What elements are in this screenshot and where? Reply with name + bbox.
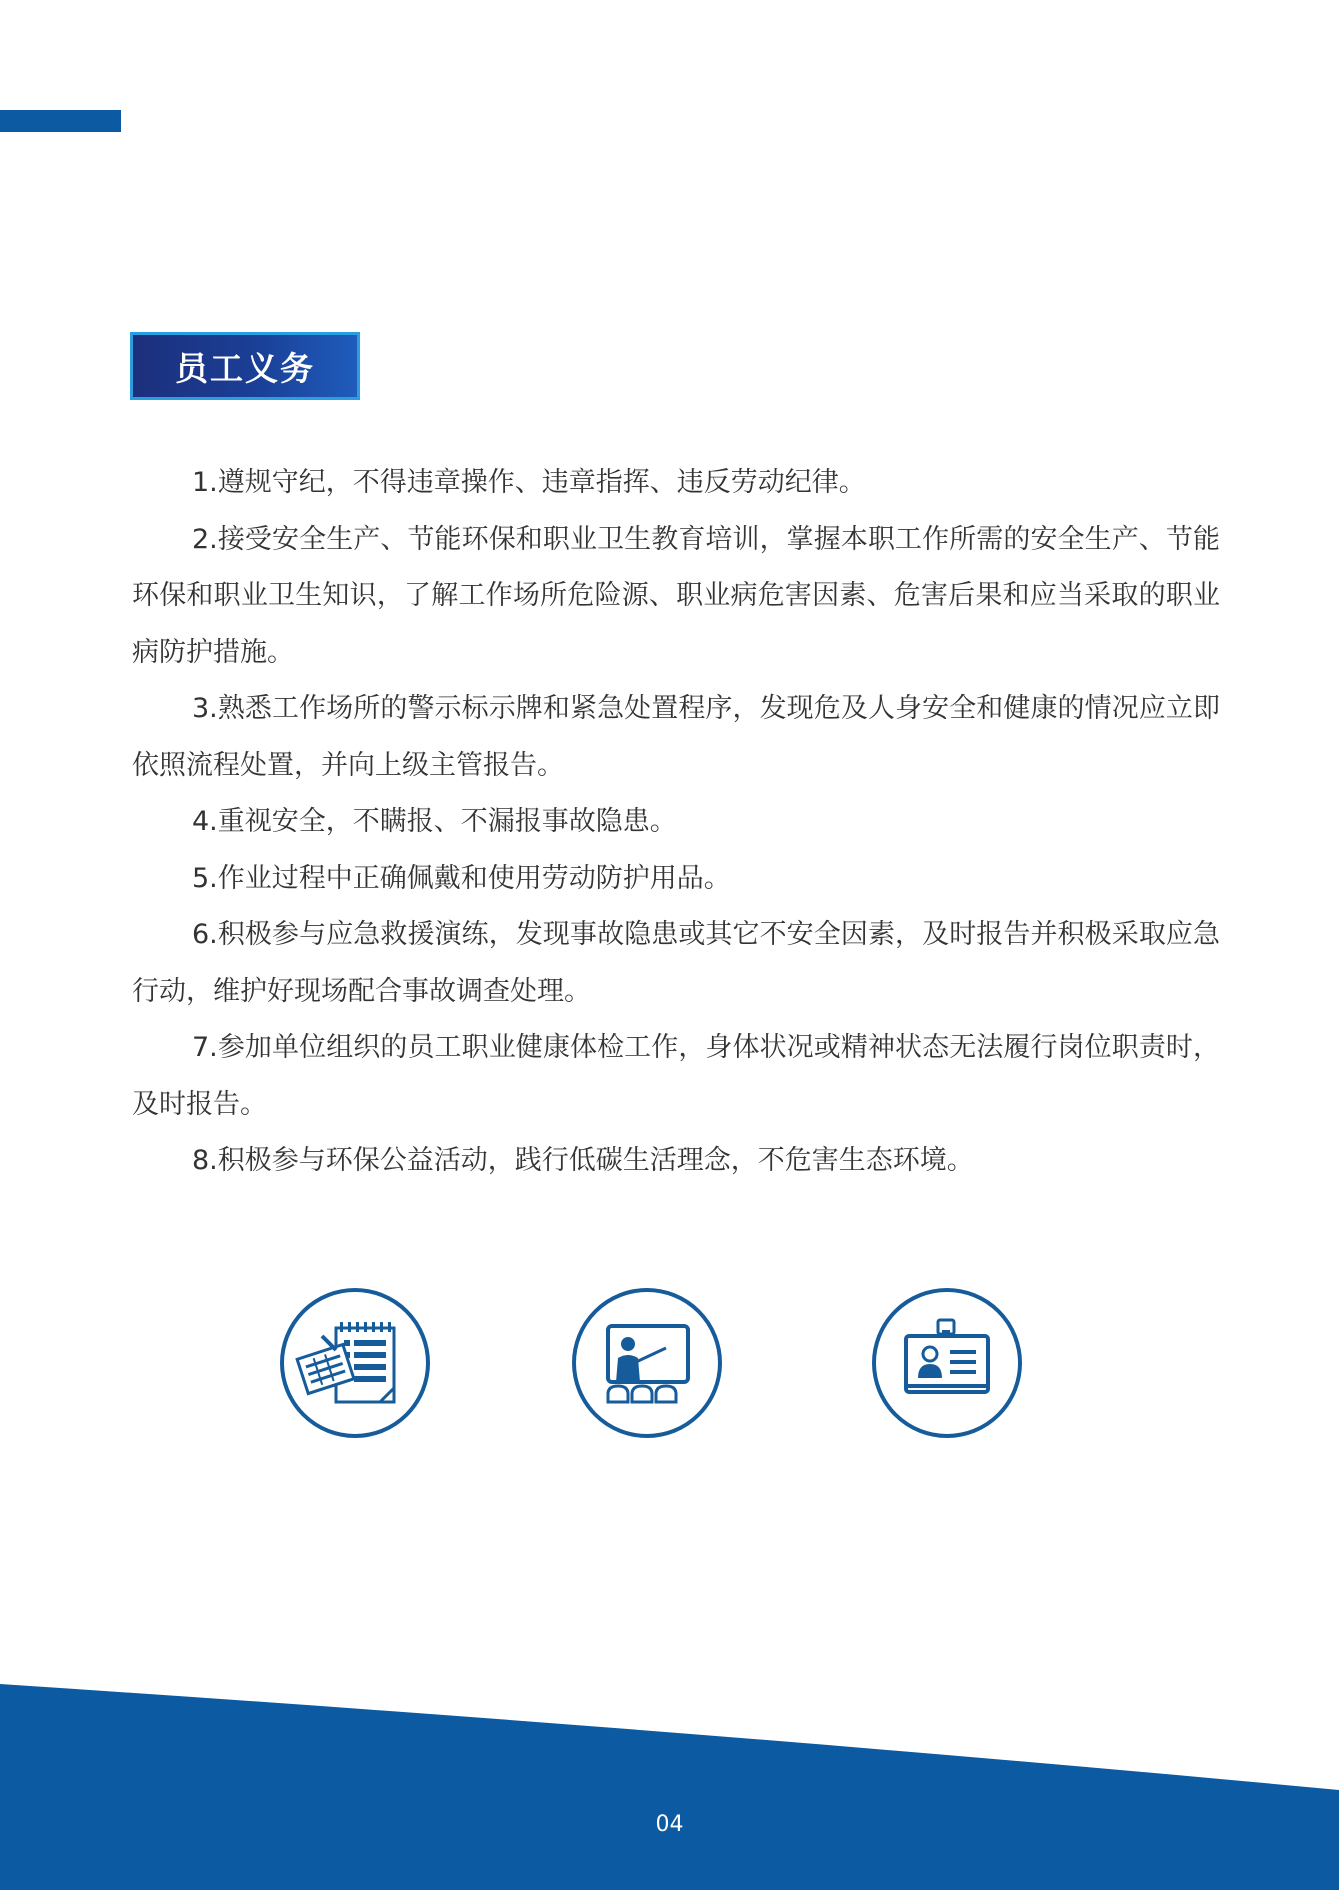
paragraph-5: 5.作业过程中正确佩戴和使用劳动防护用品。 — [192, 862, 731, 894]
paragraph-8: 8.积极参与环保公益活动，践行低碳生活理念，不危害生态环境。 — [192, 1145, 974, 1176]
paragraph-7: 7.参加单位组织的员工职业健康体检工作，身体状况或精神状态无法履行岗位职责时，及时报告。 — [132, 1032, 1220, 1120]
id-badge-icon — [872, 1288, 1022, 1438]
paragraph-6: 6.积极参与应急救援演练，发现事故隐患或其它不安全因素，及时报告并积极采取应急行动，维护好现场配合事故调查处理。 — [132, 919, 1220, 1007]
paragraph-3: 3.熟悉工作场所的警示标示牌和紧急处置程序，发现危及人身安全和健康的情况应立即依照流程处置，并向上级主管报告。 — [132, 693, 1220, 781]
footer-wave — [0, 1680, 1339, 1890]
page-number: 04 — [655, 1812, 684, 1837]
checklist-icon — [280, 1288, 430, 1438]
paragraph-2: 2.接受安全生产、节能环保和职业卫生教育培训，掌握本职工作所需的安全生产、节能环保和职业卫生知识，了解工作场所危险源、职业病危害因素、危害后果和应当采取的职业病防护措施。 — [132, 523, 1220, 668]
obligations-list — [132, 455, 1220, 1190]
icon-row — [0, 1288, 1339, 1442]
section-title-box — [130, 332, 360, 400]
paragraph-1: 1.遵规守纪，不得违章操作、违章指挥、违反劳动纪律。 — [192, 467, 866, 498]
top-accent-bar — [0, 110, 121, 132]
training-presentation-icon — [572, 1288, 722, 1438]
section-title: 员工义务 — [175, 348, 315, 388]
paragraph-4: 4.重视安全，不瞒报、不漏报事故隐患。 — [192, 806, 677, 837]
